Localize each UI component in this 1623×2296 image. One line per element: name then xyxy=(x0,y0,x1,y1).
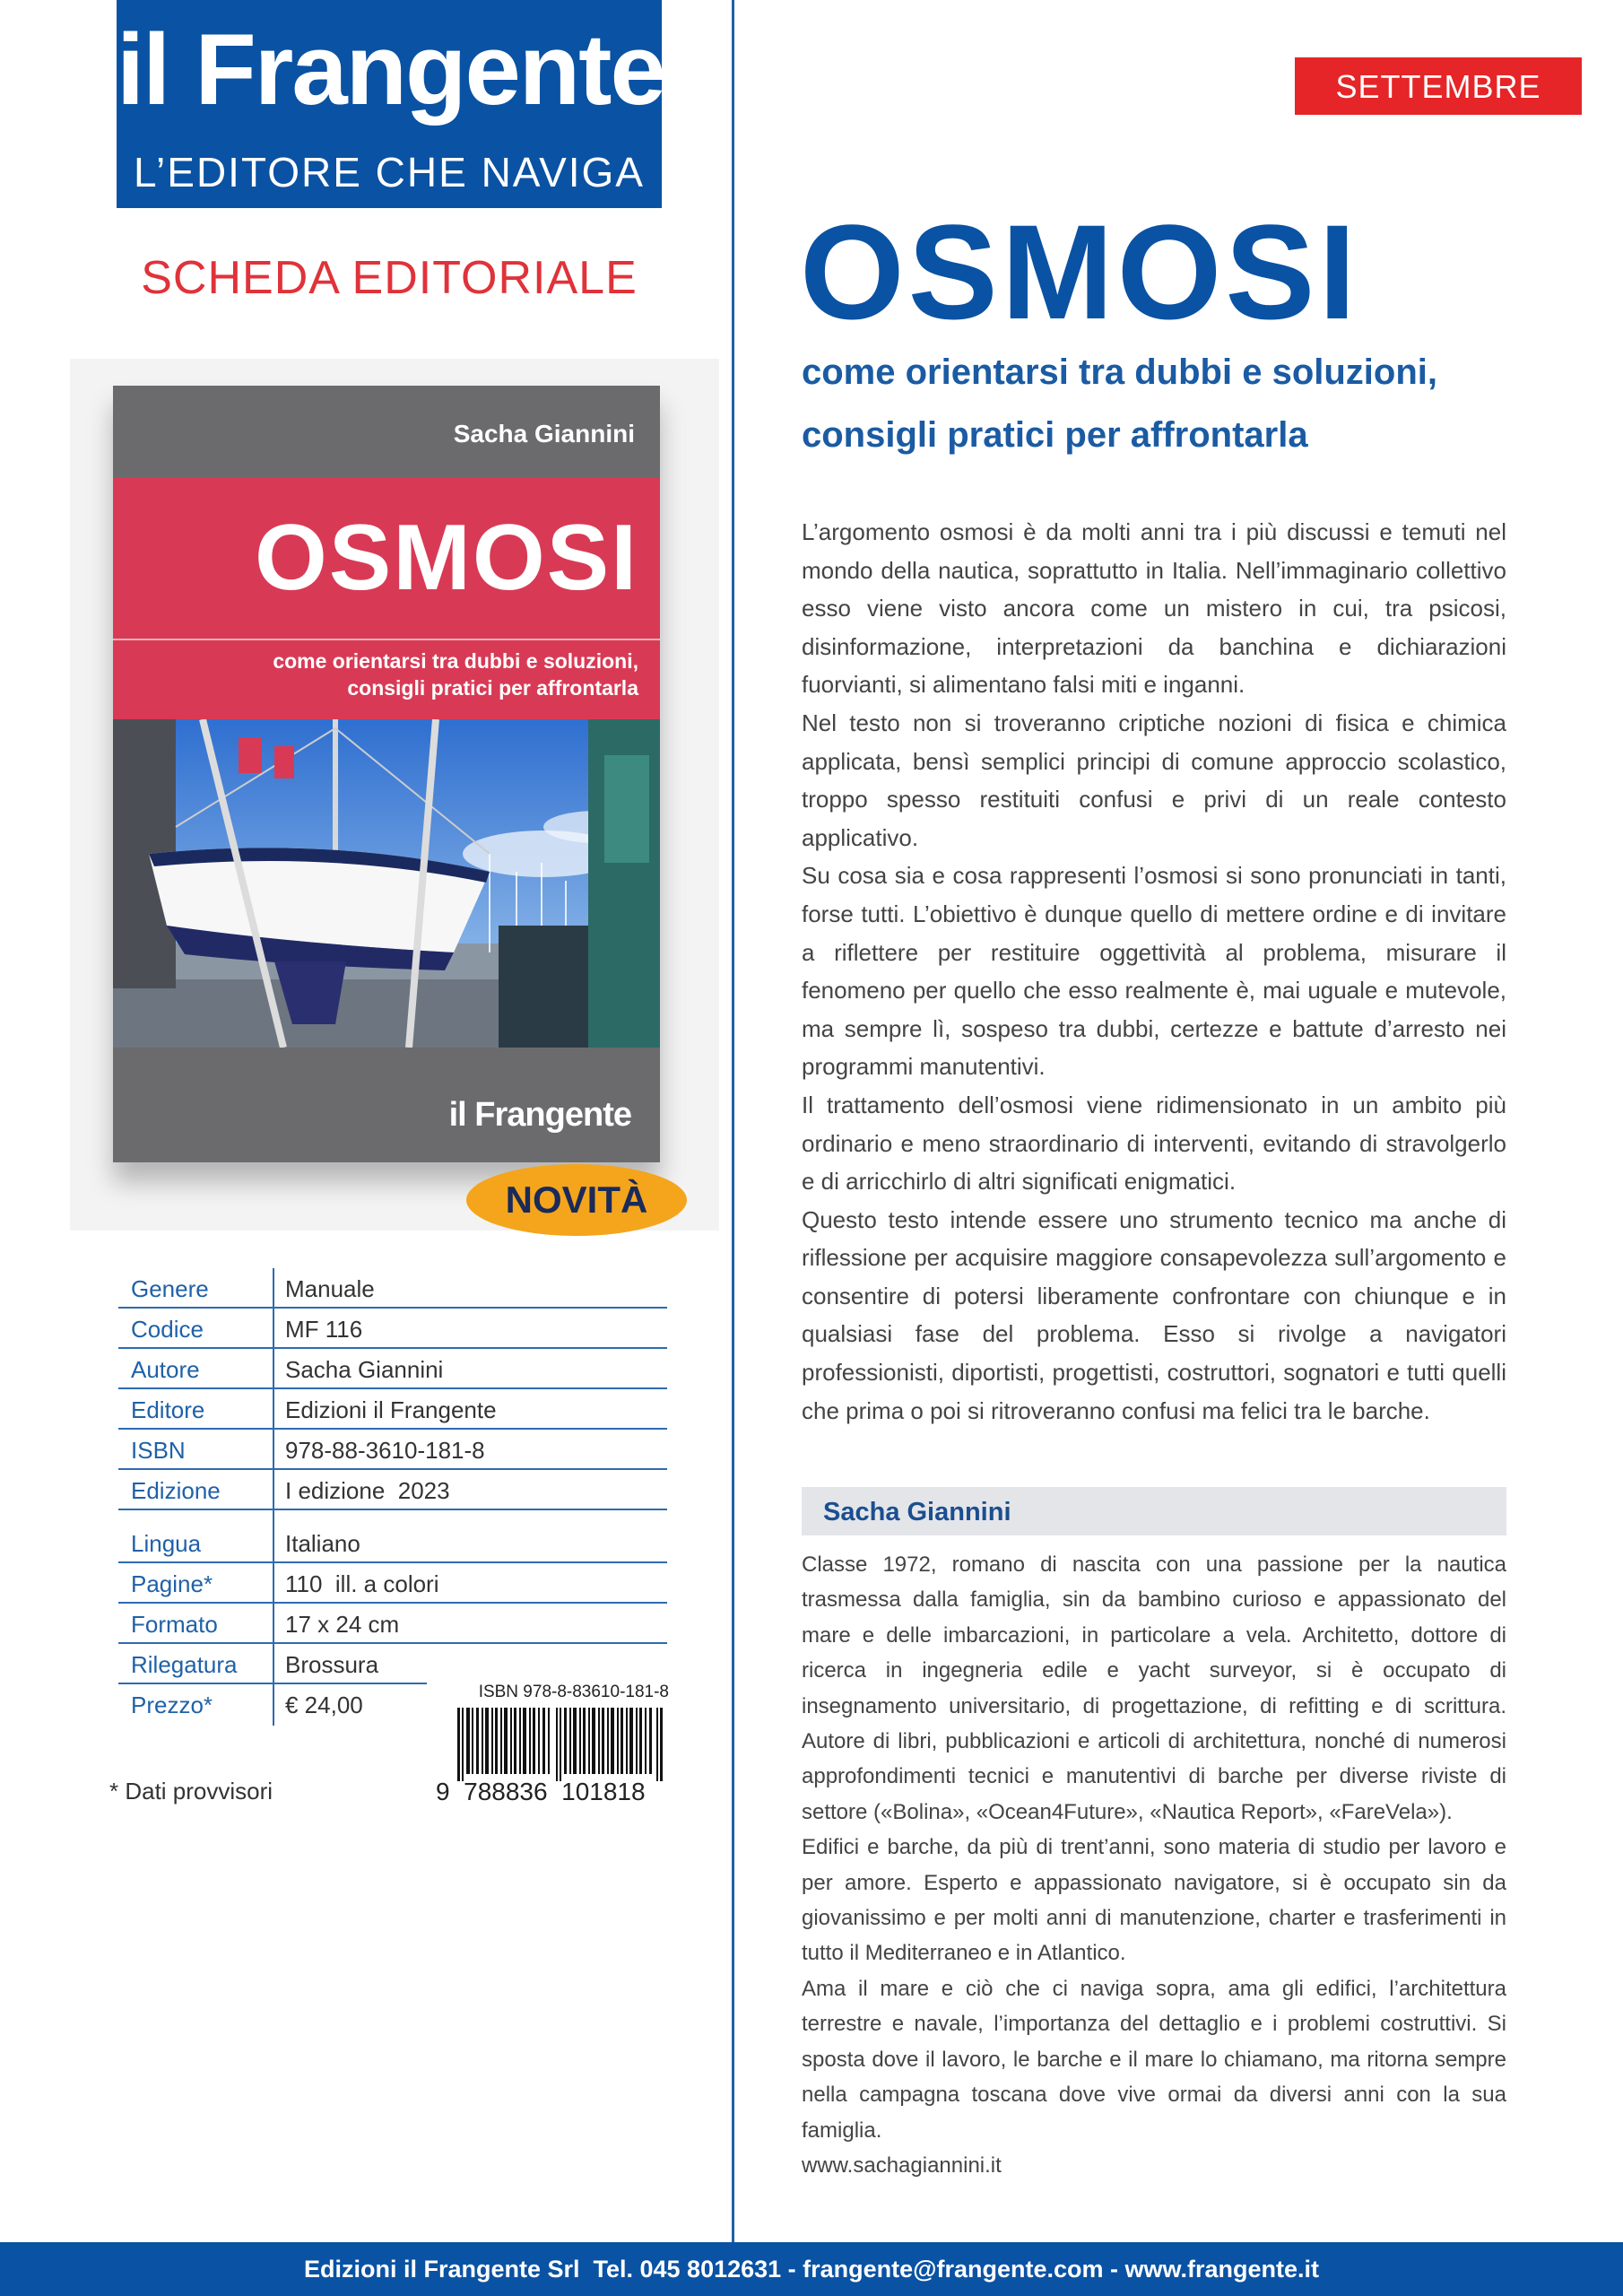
bio-paragraph: Ama il mare e ciò che ci naviga sopra, ama gli edifici, l’architettura terrestre e navale, l’importanza del dettaglio e i problemi costruttivi. Si sposta dove il lavoro, le barche e il mare lo chiamano, ma ritorna sempre nella campagna toscana dove vive ormai da diversi anni con la sua famiglia. xyxy=(802,1976,1506,2143)
provisional-data-note: * Dati provvisori xyxy=(109,1778,273,1805)
details-label: Formato xyxy=(131,1611,218,1638)
cover-subtitle-line1: come orientarsi tra dubbi e soluzioni, xyxy=(273,649,638,673)
barcode-isbn-label: ISBN 978-8-83610-181-8 xyxy=(478,1683,669,1701)
author-bio xyxy=(802,1547,1506,2183)
details-value: Brossura xyxy=(285,1651,379,1678)
details-row-format xyxy=(118,1604,667,1644)
details-label: ISBN xyxy=(131,1437,186,1464)
cover-divider xyxy=(113,639,660,640)
column-divider xyxy=(732,0,734,2242)
cover-subtitle xyxy=(136,648,638,701)
details-value: MF 116 xyxy=(285,1316,363,1343)
bio-paragraph: Classe 1972, romano di nascita con una passione per la nautica trasmessa dalla famiglia, sin da bambino curioso e appassionato del mare e delle imbarcazioni, in particolare a vela. Architetto, dottore di ricerca in ingegneria edile e yacht surveyor, si è occupato di insegnamento universitario, di progettazione, di refitting e di scrittura. Autore di libri, pubblicazioni e articoli di architettura, nonché di numerosi approfondimenti tecnici e manutentivi di barche per diverse riviste di settore («Bolina», «Ocean4Future», «Nautica Report», «FareVela»). xyxy=(802,1552,1506,1824)
book-cover xyxy=(113,386,660,1162)
footer-bar xyxy=(0,2242,1623,2296)
book-details-table xyxy=(118,1268,667,1725)
details-row-genre xyxy=(118,1268,667,1309)
details-label: Codice xyxy=(131,1316,204,1343)
details-value: I edizione 2023 xyxy=(285,1477,450,1504)
details-column-divider xyxy=(273,1268,274,1726)
details-value: Manuale xyxy=(285,1275,375,1302)
month-badge xyxy=(1295,57,1582,115)
month-label: SETTEMBRE xyxy=(1335,68,1541,105)
details-label: Editore xyxy=(131,1396,205,1423)
author-heading-bar xyxy=(802,1487,1506,1535)
cover-publisher: il Frangente xyxy=(448,1096,631,1134)
cover-title-band xyxy=(113,477,660,719)
details-value: € 24,00 xyxy=(285,1692,363,1718)
isbn-barcode xyxy=(427,1674,676,1817)
cover-subtitle-line2: consigli pratici per affrontarla xyxy=(347,676,638,700)
details-value: 978-88-3610-181-8 xyxy=(285,1437,485,1464)
details-row-price xyxy=(118,1684,420,1725)
details-value: Italiano xyxy=(285,1530,360,1557)
book-title: OSMOSI xyxy=(800,196,1360,347)
barcode-digits: 9 788836 101818 xyxy=(436,1778,646,1805)
author-website-link[interactable]: www.sachagiannini.it xyxy=(802,2152,1002,2178)
details-label: Lingua xyxy=(131,1530,202,1557)
publisher-logo xyxy=(117,0,662,208)
description-paragraph: L’argomento osmosi è da molti anni tra i più discussi e temuti nel mondo della nautica, soprattutto in Italia. Nell’immaginario collettivo esso viene visto ancora come un mistero in cui, tra psicosi, disinformazione, interpretazioni da banchina e dichiarazioni fuorvianti, si alimentano falsi miti e inganni. xyxy=(802,518,1506,699)
details-value: Edizioni il Frangente xyxy=(285,1396,497,1423)
novita-badge xyxy=(466,1164,687,1236)
details-row-publisher xyxy=(118,1389,667,1430)
description-paragraph: Su cosa sia e cosa rappresenti l’osmosi si sono pronunciati in tanti, forse tutti. L’obiettivo è dunque quello di mettere ordine e di invitare a riflettere per restituire oggettività al problema, misurare il fenomeno per quello che esso realmente è, mai uguale e mutevole, ma sempre lì, sospeso tra dubbi, certezze e battute d’arresto nei programmi manutentivi. xyxy=(802,862,1506,1081)
details-value: 110 ill. a colori xyxy=(285,1570,439,1597)
details-row-language xyxy=(118,1523,667,1563)
book-subtitle xyxy=(802,341,1591,466)
details-row-pages xyxy=(118,1563,667,1604)
details-label: Prezzo* xyxy=(131,1692,213,1718)
sailboat-photo xyxy=(113,719,660,1048)
bio-paragraph: Edifici e barche, da più di trent’anni, sono materia di studio per lavoro e per amore. Esperto e appassionato navigatore, si è occupato sin da giovanissimo e per molti anni di manutenzione, charter e trasferimenti in tutto il Mediterraneo e in Atlantico. xyxy=(802,1835,1506,1966)
novita-badge-label: NOVITÀ xyxy=(505,1178,648,1221)
footer-contact: Edizioni il Frangente Srl Tel. 045 8012631 - frangente@frangente.com - www.frangente.it xyxy=(303,2256,1320,2283)
description-paragraph: Il trattamento dell’osmosi viene ridimensionato in un ambito più ordinario e meno straordinario di interventi, evitando di stravolgerlo e di arricchirlo di altri significati enigmatici. xyxy=(802,1091,1506,1196)
book-subtitle-line2: consigli pratici per affrontarla xyxy=(802,415,1308,455)
logo-tagline: L’EDITORE CHE NAVIGA xyxy=(134,149,645,196)
details-row-author xyxy=(118,1349,667,1389)
book-description xyxy=(802,513,1506,1430)
description-paragraph: Nel testo non si troveranno criptiche nozioni di fisica e chimica applicata, bensì semplici principi di comune approccio scolastico, troppo spesso restituiti confusi e privi di un reale contesto applicativo. xyxy=(802,709,1506,851)
barcode-graphic xyxy=(457,1708,664,1781)
details-row-isbn xyxy=(118,1430,667,1470)
section-title: SCHEDA EDITORIALE xyxy=(141,252,638,304)
cover-author: Sacha Giannini xyxy=(453,420,635,448)
details-value: 17 x 24 cm xyxy=(285,1611,400,1638)
details-label: Edizione xyxy=(131,1477,221,1504)
logo-brand-text: il Frangente xyxy=(117,13,664,126)
cover-title: OSMOSI xyxy=(254,506,638,610)
details-row-edition xyxy=(118,1470,667,1510)
description-paragraph: Questo testo intende essere uno strumento tecnico ma anche di riflessione per acquisire maggiore consapevolezza sull’argomento e consentire di potersi liberamente confrontare con chiunque e in qualsiasi fase del problema. Esso si rivolge a navigatori professionisti, diportisti, progettisti, costruttori, sognatori e tutti quelli che prima o poi si ritroveranno confusi ma felici tra le barche. xyxy=(802,1205,1506,1424)
details-row-code xyxy=(118,1309,667,1349)
book-subtitle-line1: come orientarsi tra dubbi e soluzioni, xyxy=(802,352,1438,392)
details-label: Pagine* xyxy=(131,1570,213,1597)
details-label: Rilegatura xyxy=(131,1651,238,1678)
details-label: Genere xyxy=(131,1275,209,1302)
author-name: Sacha Giannini xyxy=(823,1498,1011,1526)
details-value: Sacha Giannini xyxy=(285,1356,444,1383)
details-label: Autore xyxy=(131,1356,200,1383)
